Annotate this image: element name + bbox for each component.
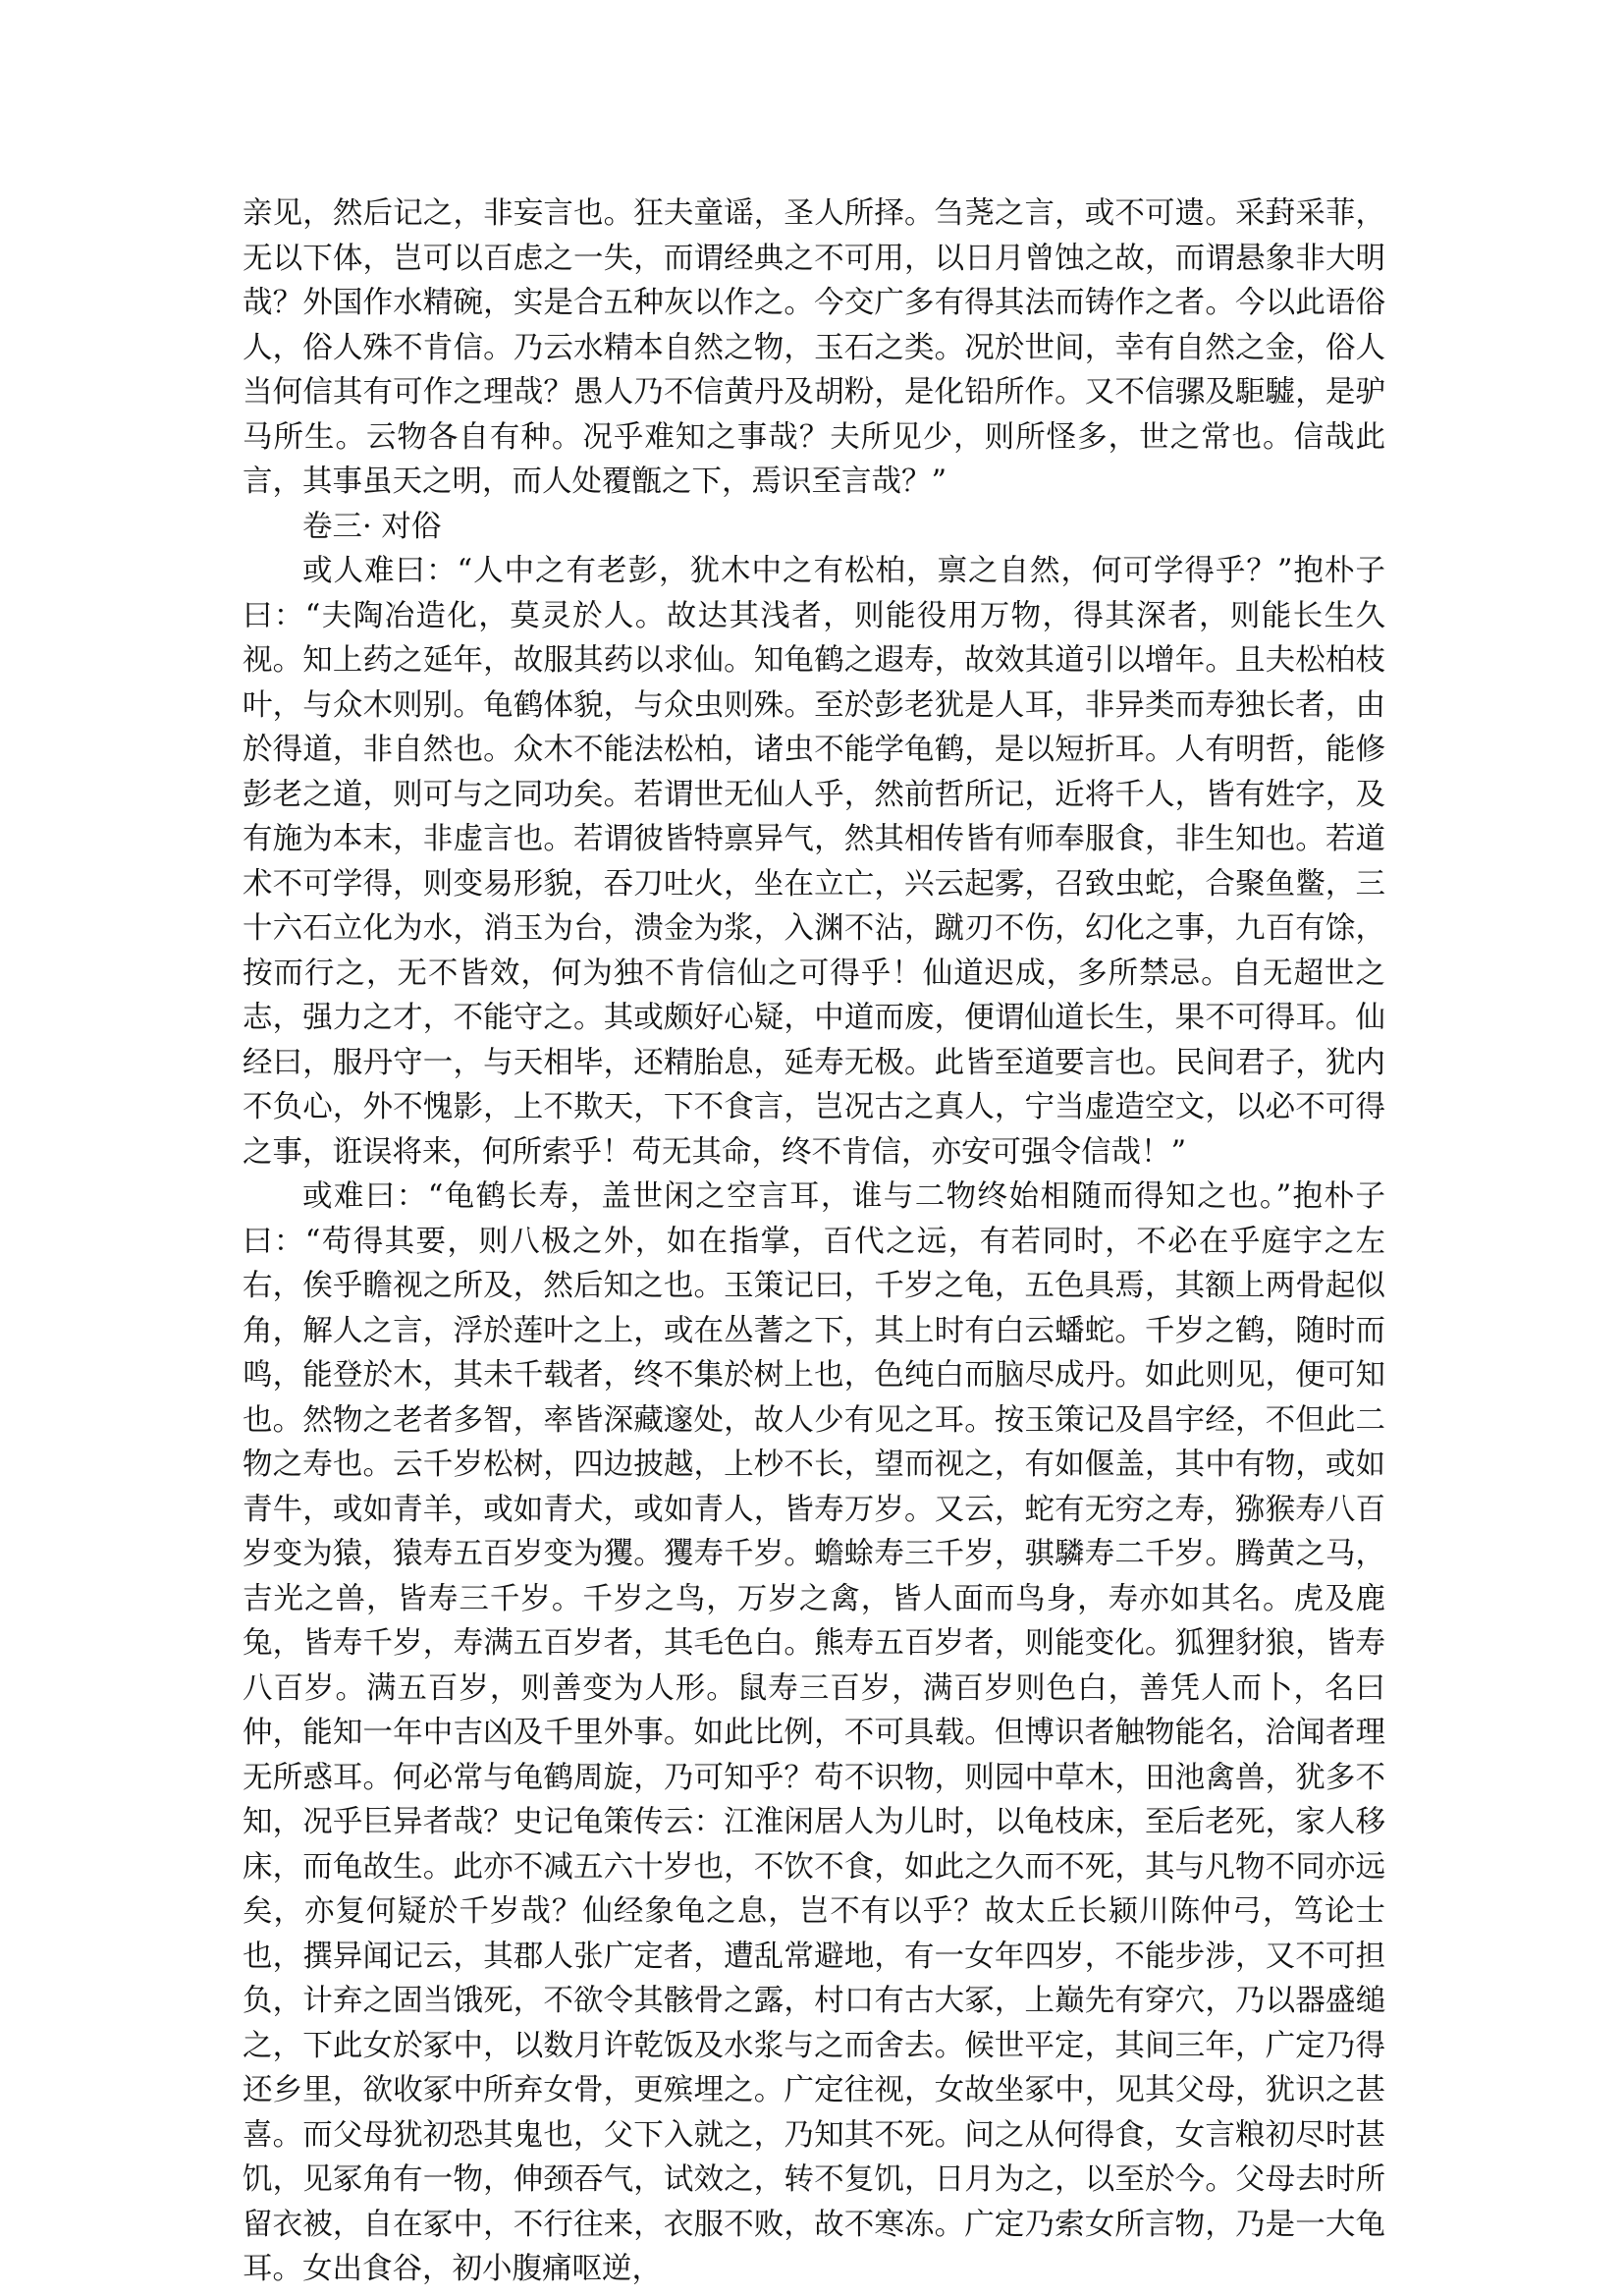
paragraph-opening: 亲见，然后记之，非妄言也。狂夫童谣，圣人所择。刍荛之言，或不可遗。采葑采菲，无以下体，岂可以百虑之一失，而谓经典之不可用，以日月曾蚀之故，而谓悬象非大明哉？外国作水精碗，实是合五种灰以作之。今交广多有得其法而铸作之者。今以此语俗人，俗人殊不肯信。乃云水精本自然之物，玉石之类。况於世间，幸有自然之金，俗人当何信其有可作之理哉？愚人乃不信黄丹及胡粉，是化铅所作。又不信骡及駏驉，是驴马所生。云物各自有种。况乎难知之事哉？夫所见少，则所怪多，世之常也。信哉此言，其事虽天之明，而人处覆甑之下，焉识至言哉？”	[243, 196, 1385, 499]
chapter-heading: 卷三· 对俗	[302, 509, 442, 544]
document-page	[243, 191, 1385, 2292]
paragraph-duisu-2: 或难曰：“龟鹤长寿，盖世闲之空言耳，谁与二物终始相随而得知之也。”抱朴子曰：“苟得其要，则八极之外，如在指掌，百代之远，有若同时，不必在乎庭宇之左右，俟乎瞻视之所及，然后知之也。玉策记曰，千岁之龟，五色具焉，其额上两骨起似角，解人之言，浮於莲叶之上，或在丛蓍之下，其上时有白云蟠蛇。千岁之鹤，随时而鸣，能登於木，其未千载者，终不集於树上也，色纯白而脑尽成丹。如此则见，便可知也。然物之老者多智，率皆深藏邃处，故人少有见之耳。按玉策记及昌宇经，不但此二物之寿也。云千岁松树，四边披越，上杪不长，望而视之，有如偃盖，其中有物，或如青牛，或如青羊，或如青犬，或如青人，皆寿万岁。又云，蛇有无穷之寿，猕猴寿八百岁变为猿，猿寿五百岁变为玃。玃寿千岁。蟾蜍寿三千岁，骐驎寿二千岁。腾黄之马，吉光之兽，皆寿三千岁。千岁之鸟，万岁之禽，皆人面而鸟身，寿亦如其名。虎及鹿兔，皆寿千岁，寿满五百岁者，其毛色白。熊寿五百岁者，则能变化。狐狸豺狼，皆寿八百岁。满五百岁，则善变为人形。鼠寿三百岁，满百岁则色白，善凭人而卜，名曰仲，能知一年中吉凶及千里外事。如此比例，不可具载。但博识者触物能名，洽闻者理无所惑耳。何必常与龟鹤周旋，乃可知乎？苟不识物，则园中草木，田池禽兽，犹多不知，况乎巨异者哉？史记龟策传云：江淮闲居人为儿时，以龟枝床，至后老死，家人移床，而龟故生。此亦不减五六十岁也，不饮不食，如此之久而不死，其与凡物不同亦远矣，亦复何疑於千岁哉？仙经象龟之息，岂不有以乎？故太丘长颍川陈仲弓，笃论士也，撰异闻记云，其郡人张广定者，遭乱常避地，有一女年四岁，不能步涉，又不可担负，计弃之固当饿死，不欲令其骸骨之露，村口有古大冢，上巅先有穿穴，乃以器盛缒之，下此女於冢中，以数月许乾饭及水浆与之而舍去。候世平定，其间三年，广定乃得还乡里，欲收冢中所弃女骨，更殡埋之。广定往视，女故坐冢中，见其父母，犹识之甚喜。而父母犹初恐其鬼也，父下入就之，乃知其不死。问之从何得食，女言粮初尽时甚饥，见冢角有一物，伸颈吞气，试效之，转不复饥，日月为之，以至於今。父母去时所留衣被，自在冢中，不行往来，衣服不败，故不寒冻。广定乃索女所言物，乃是一大龟耳。女出食谷，初小腹痛呕逆，	[243, 1179, 1385, 2286]
paragraph-duisu-1: 或人难曰：“人中之有老彭，犹木中之有松柏，禀之自然，何可学得乎？”抱朴子曰：“夫陶冶造化，莫灵於人。故达其浅者，则能役用万物，得其深者，则能长生久视。知上药之延年，故服其药以求仙。知龟鹤之遐寿，故效其道引以增年。且夫松柏枝叶，与众木则别。龟鹤体貌，与众虫则殊。至於彭老犹是人耳，非异类而寿独长者，由於得道，非自然也。众木不能法松柏，诸虫不能学龟鹤，是以短折耳。人有明哲，能修彭老之道，则可与之同功矣。若谓世无仙人乎，然前哲所记，近将千人，皆有姓字，及有施为本末，非虚言也。若谓彼皆特禀异气，然其相传皆有师奉服食，非生知也。若道术不可学得，则变易形貌，吞刀吐火，坐在立亡，兴云起雾，召致虫蛇，合聚鱼鳖，三十六石立化为水，消玉为台，溃金为浆，入渊不沾，蹴刃不伤，幻化之事，九百有馀，按而行之，无不皆效，何为独不肯信仙之可得乎！仙道迟成，多所禁忌。自无超世之志，强力之才，不能守之。其或颇好心疑，中道而废，便谓仙道长生，果不可得耳。仙经曰，服丹守一，与天相毕，还精胎息，延寿无极。此皆至道要言也。民间君子，犹内不负心，外不愧影，上不欺天，下不食言，岂况古之真人，宁当虚造空文，以必不可得之事，诳误将来，何所索乎！苟无其命，终不肯信，亦安可强令信哉！”	[243, 554, 1385, 1170]
